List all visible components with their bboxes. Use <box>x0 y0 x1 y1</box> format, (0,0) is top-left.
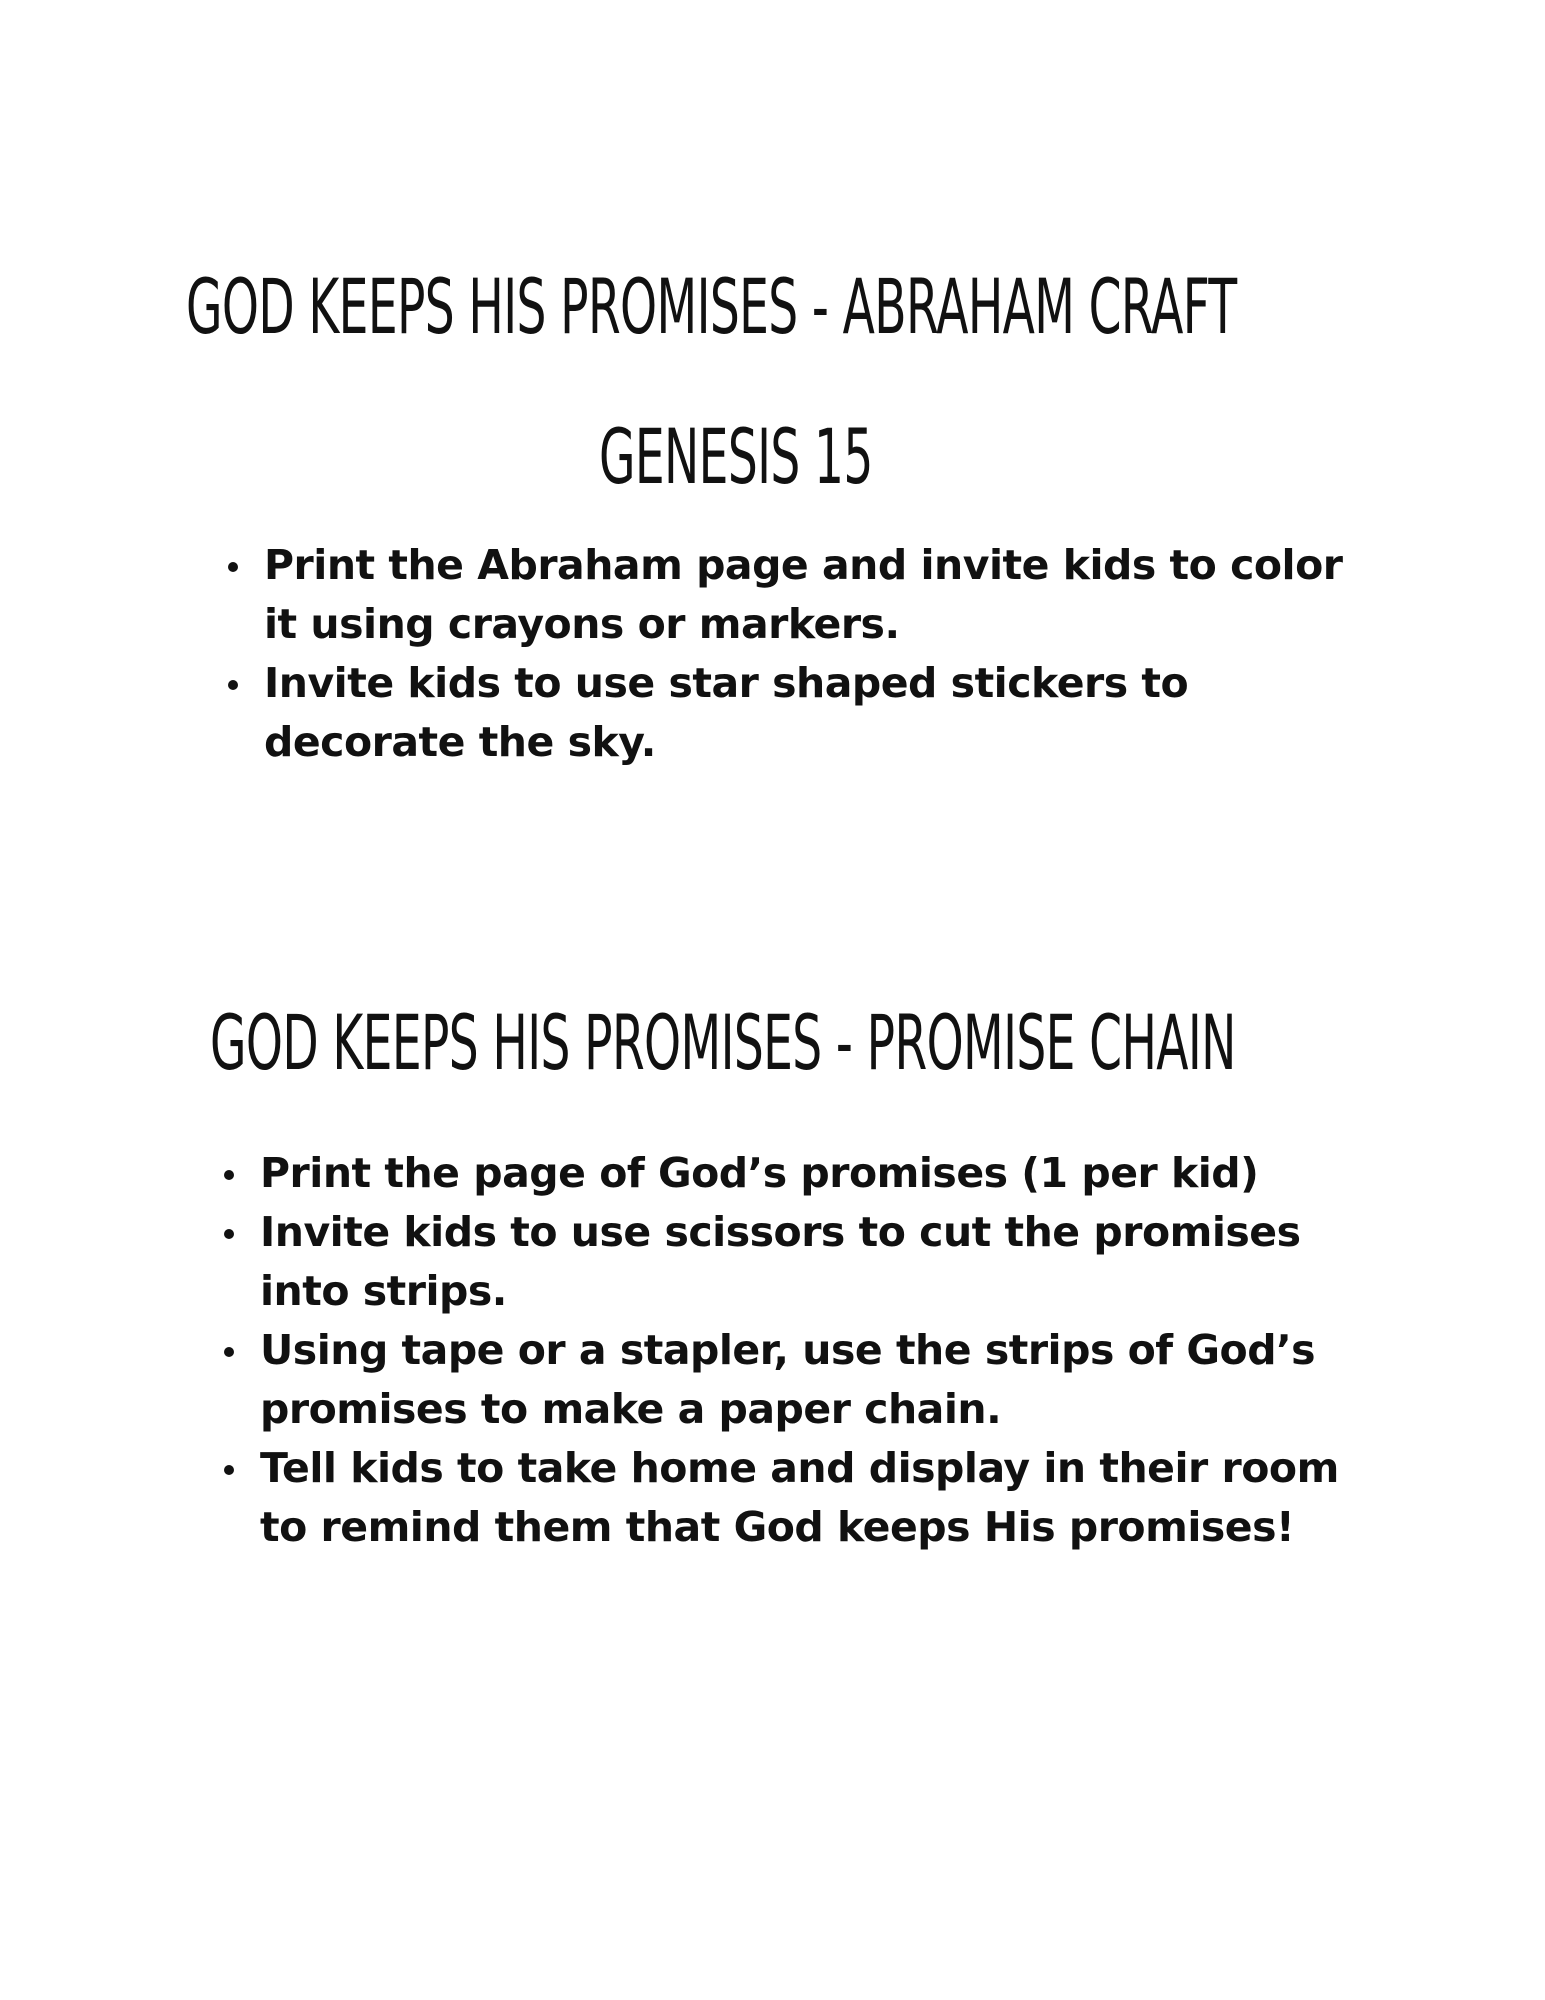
section-1-scripture-reference: GENESIS 15 <box>599 412 873 501</box>
section-2-steps-list <box>224 1144 1364 1557</box>
list-item: Print the page of God’s promises (1 per kid) <box>224 1144 1364 1203</box>
section-2-title: GOD KEEPS HIS PROMISES - PROMISE CHAIN <box>210 998 1236 1087</box>
list-item: Using tape or a stapler, use the strips of God’s promises to make a paper chain. <box>224 1321 1364 1439</box>
list-item: Print the Abraham page and invite kids to color it using crayons or markers. <box>228 536 1358 654</box>
section-1-steps-list <box>228 536 1358 772</box>
list-item: Invite kids to use star shaped stickers to decorate the sky. <box>228 654 1358 772</box>
list-item: Tell kids to take home and display in their room to remind them that God keeps His promises! <box>224 1439 1364 1557</box>
section-1-title: GOD KEEPS HIS PROMISES - ABRAHAM CRAFT <box>186 262 1237 351</box>
list-item: Invite kids to use scissors to cut the promises into strips. <box>224 1203 1364 1321</box>
